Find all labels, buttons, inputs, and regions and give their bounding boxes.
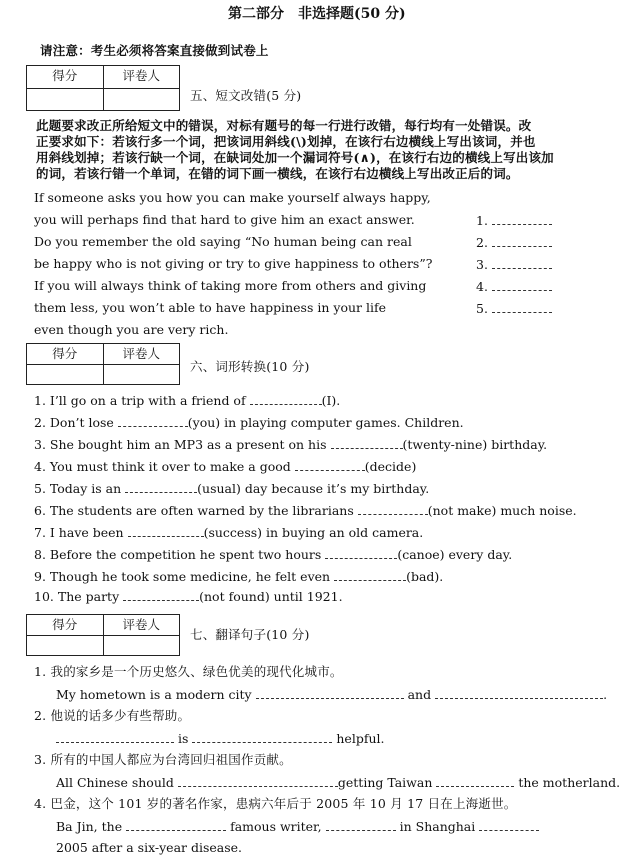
answer-blank[interactable] — [125, 480, 197, 493]
grader-cell[interactable] — [104, 89, 180, 111]
answer-blank[interactable] — [178, 774, 338, 787]
answer-blank[interactable] — [492, 234, 552, 247]
answer-number: 4. — [476, 279, 488, 294]
question-item: 1. I’ll go on a trip with a friend of (I). — [34, 393, 341, 408]
instruction-line: 的词，若该行错一个单词，在错的词下画一横线，在该行右边横线上写出改正后的词。 — [36, 166, 519, 181]
answer-blank[interactable] — [331, 436, 403, 449]
question-item: 5. Today is an (usual) day because it’s my birthday. — [34, 481, 430, 496]
answer-blank[interactable] — [436, 774, 514, 787]
grader-label: 评卷人 — [122, 346, 160, 361]
answer-blank[interactable] — [435, 686, 603, 699]
grader-cell[interactable] — [104, 636, 180, 656]
notice: 请注意：考生必须将答案直接做到试卷上 — [40, 43, 269, 58]
answer-number: 1. — [476, 213, 488, 228]
answer-blank[interactable] — [492, 278, 552, 291]
answer-blank[interactable] — [118, 414, 188, 427]
score-box — [26, 65, 180, 111]
answer-blank[interactable] — [126, 818, 226, 831]
instruction-line: 此题要求改正所给短文中的错误，对标有题号的每一行进行改错，每行均有一处错误。改 — [36, 118, 532, 133]
question-item: 9. Though he took some medicine, he felt even (bad). — [34, 569, 444, 584]
answer-blank[interactable] — [492, 256, 552, 269]
answer-blank[interactable] — [128, 524, 204, 537]
section5-heading: 五、短文改错(5 分) — [190, 88, 302, 103]
grader-label: 评卷人 — [122, 617, 160, 632]
translation-answer: My hometown is a modern city and . — [56, 687, 608, 702]
section6-heading: 六、词形转换(10 分) — [190, 359, 310, 374]
translation-answer: 2005 after a six-year disease. — [56, 840, 243, 855]
passage-line: If someone asks you how you can make yourself always happy, — [34, 190, 431, 205]
answer-number: 3. — [476, 257, 488, 272]
passage-line: them less, you won’t able to have happiness in your life — [34, 300, 386, 315]
question-item: 6. The students are often warned by the librarians (not make) much noise. — [34, 503, 577, 518]
grader-label: 评卷人 — [122, 68, 160, 83]
answer-number: 5. — [476, 301, 488, 316]
question-item: 3. She bought him an MP3 as a present on his (twenty-nine) birthday. — [34, 437, 548, 452]
answer-blank[interactable] — [492, 300, 552, 313]
score-box — [26, 614, 180, 656]
answer-number: 2. — [476, 235, 488, 250]
translation-prompt: 1. 我的家乡是一个历史悠久、绿色优美的现代化城市。 — [34, 664, 343, 679]
answer-blank[interactable] — [295, 458, 365, 471]
passage-line: If you will always think of taking more from others and giving — [34, 278, 427, 293]
answer-blank[interactable] — [326, 818, 396, 831]
translation-prompt: 2. 他说的话多少有些帮助。 — [34, 708, 191, 723]
score-box — [26, 343, 180, 385]
answer-blank[interactable] — [492, 212, 552, 225]
instruction-line: 正要求如下：若该行多一个词，把该词用斜线(\)划掉，在该行右边横线上写出该词，并也 — [36, 134, 536, 149]
score-cell[interactable] — [27, 636, 104, 656]
answer-blank[interactable] — [479, 818, 539, 831]
answer-blank[interactable] — [56, 730, 174, 743]
answer-blank[interactable] — [123, 588, 199, 601]
section7-heading: 七、翻译句子(10 分) — [190, 627, 310, 642]
score-label: 得分 — [27, 66, 104, 88]
answer-blank[interactable] — [192, 730, 332, 743]
question-item: 2. Don’t lose (you) in playing computer games. Children. — [34, 415, 464, 430]
answer-blank[interactable] — [256, 686, 404, 699]
grader-cell[interactable] — [104, 365, 180, 385]
answer-blank[interactable] — [358, 502, 428, 515]
answer-blank[interactable] — [325, 546, 397, 559]
translation-prompt: 4. 巴金，这个 101 岁的著名作家，患病六年后于 2005 年 10 月 17 日在上海逝世。 — [34, 796, 517, 811]
translation-answer: Ba Jin, the famous writer, in Shanghai — [56, 818, 539, 835]
passage-line: be happy who is not giving or try to give happiness to others”? — [34, 256, 433, 271]
score-label: 得分 — [27, 344, 104, 364]
translation-answer: is helpful. — [56, 730, 384, 747]
question-item: 8. Before the competition he spent two hours (canoe) every day. — [34, 547, 513, 562]
answer-blank[interactable] — [250, 392, 322, 405]
question-item: 4. You must think it over to make a good (decide) — [34, 459, 417, 474]
passage-line: even though you are very rich. — [34, 322, 229, 337]
score-cell[interactable] — [27, 89, 104, 111]
translation-answer: All Chinese should getting Taiwan the motherland. — [56, 775, 621, 790]
passage-line: you will perhaps find that hard to give him an exact answer. — [34, 212, 415, 227]
score-cell[interactable] — [27, 365, 104, 385]
instruction-line: 用斜线划掉；若该行缺一个词，在缺词处加一个漏词符号(∧)，在该行右边的横线上写出该加 — [36, 150, 554, 165]
answer-blank[interactable] — [334, 568, 406, 581]
part-title: 第二部分 非选择题(50 分) — [228, 6, 406, 22]
question-item: 10. The party (not found) until 1921. — [34, 589, 343, 604]
passage-line: Do you remember the old saying “No human being can real — [34, 234, 412, 249]
score-label: 得分 — [27, 615, 104, 635]
translation-prompt: 3. 所有的中国人都应为台湾回归祖国作贡献。 — [34, 752, 292, 767]
question-item: 7. I have been (success) in buying an old camera. — [34, 525, 424, 540]
